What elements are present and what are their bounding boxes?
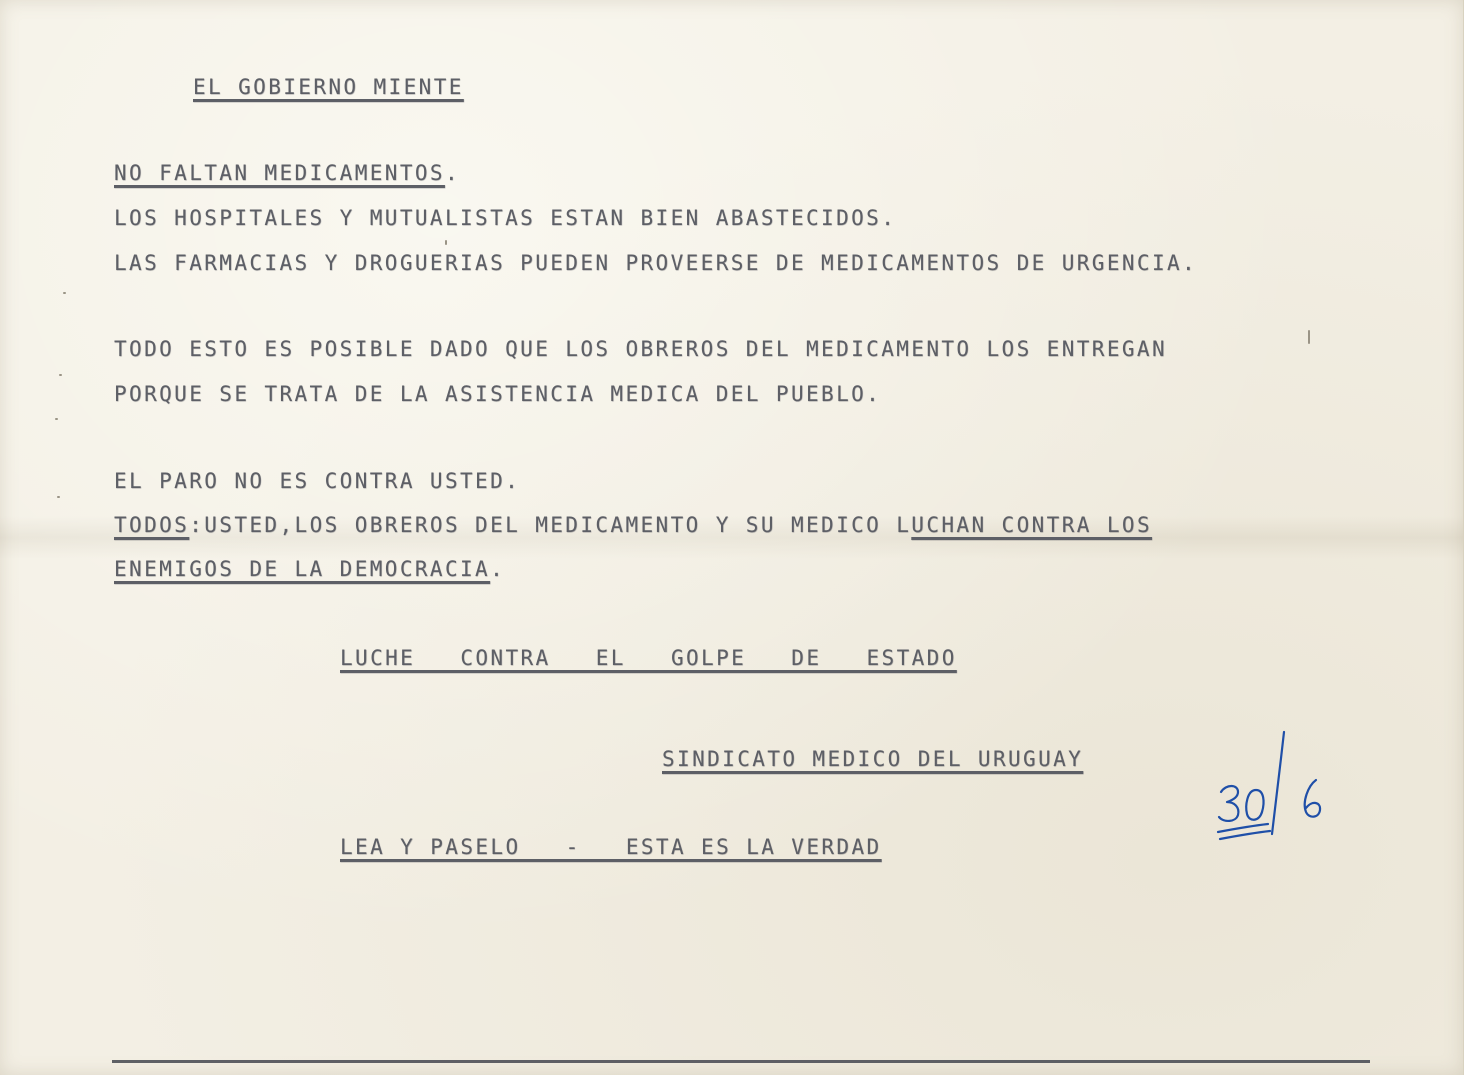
paragraph1-line1-period: . (444, 161, 460, 185)
paragraph3-line3 (114, 556, 505, 582)
paper-speck (1308, 330, 1310, 344)
handwriting-icon (1212, 728, 1342, 858)
paragraph1-line1 (114, 160, 460, 186)
bottom-rule (112, 1060, 1370, 1063)
paragraph3-line2-todos: TODOS (114, 513, 190, 537)
paragraph3-line2-luchan: UCHAN CONTRA LOS (911, 513, 1152, 537)
paragraph2-line1: TODO ESTO ES POSIBLE DADO QUE LOS OBREROS DEL MEDICAMENTO LOS ENTREGAN (114, 337, 1168, 361)
paragraph2-line2: PORQUE SE TRATA DE LA ASISTENCIA MEDICA DEL PUEBLO. (114, 382, 882, 406)
slogan: LUCHE CONTRA EL GOLPE DE ESTADO (340, 646, 957, 670)
document-title: EL GOBIERNO MIENTE (193, 75, 464, 99)
paper-speck (57, 496, 60, 498)
paragraph3-line2-middle: :USTED,LOS OBREROS DEL MEDICAMENTO Y SU MEDICO L (189, 513, 912, 537)
paper-speck (63, 292, 66, 294)
paragraph3-line1: EL PARO NO ES CONTRA USTED. (114, 469, 521, 493)
handwritten-date-annotation (1212, 728, 1342, 858)
paper-speck (55, 418, 58, 420)
signature: SINDICATO MEDICO DEL URUGUAY (662, 747, 1084, 771)
footer-line: LEA Y PASELO - ESTA ES LA VERDAD (340, 835, 882, 859)
paragraph3-line3-period: . (490, 557, 506, 581)
paper-speck (59, 374, 62, 376)
paragraph1-line2: LOS HOSPITALES Y MUTUALISTAS ESTAN BIEN ABASTECIDOS. (114, 206, 897, 230)
paper-speck (445, 240, 447, 245)
paragraph3-line2 (114, 512, 1152, 538)
paragraph1-line1-underlined: NO FALTAN MEDICAMENTOS (114, 161, 445, 185)
paragraph1-line3: LAS FARMACIAS Y DROGUERIAS PUEDEN PROVEERSE DE MEDICAMENTOS DE URGENCIA. (114, 251, 1198, 275)
paragraph3-line3-underlined: ENEMIGOS DE LA DEMOCRACIA (114, 557, 491, 581)
